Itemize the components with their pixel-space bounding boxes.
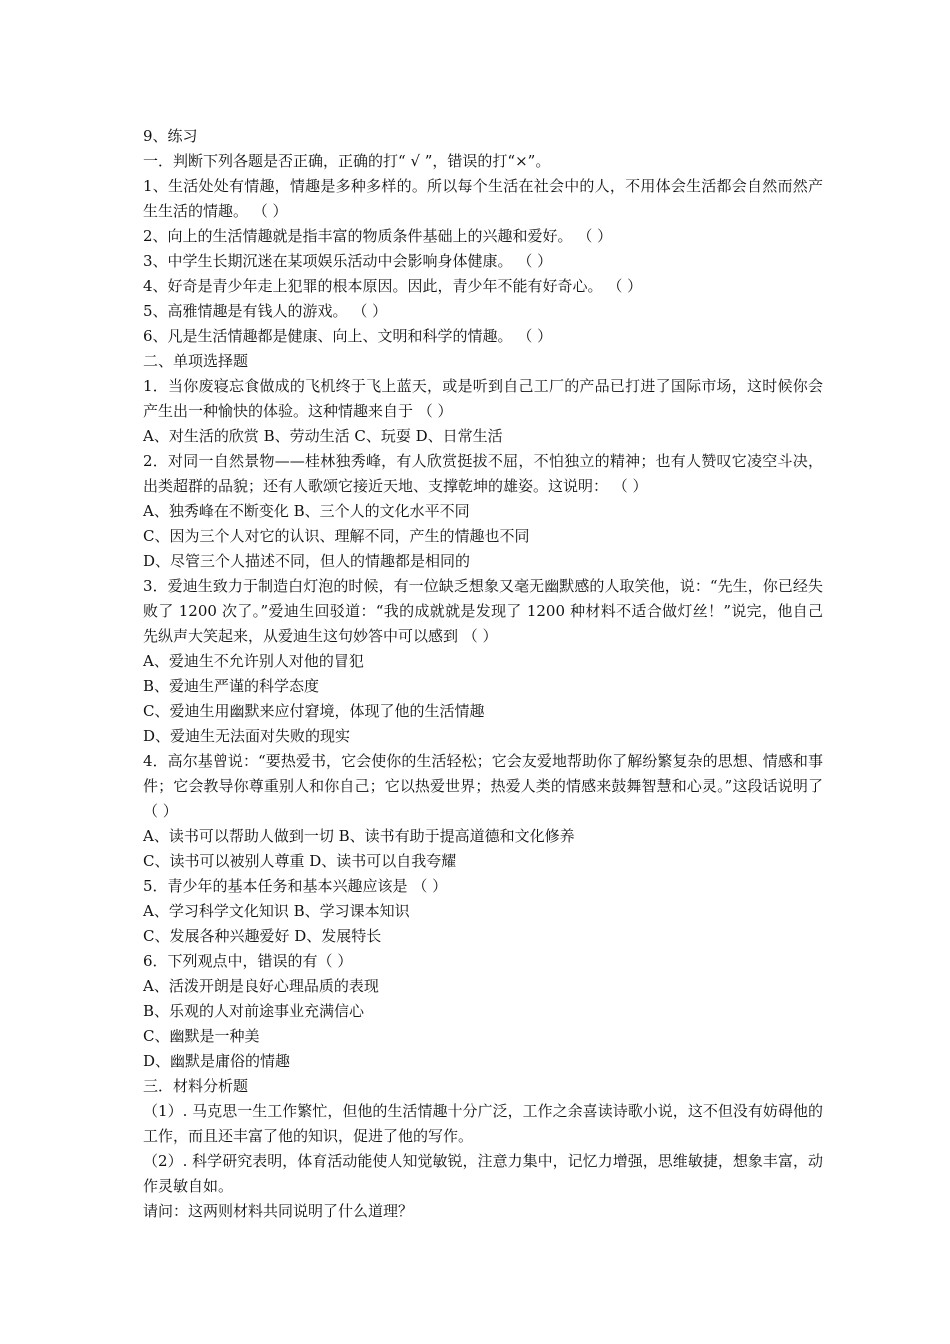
true-false-item: 4、好奇是青少年走上犯罪的根本原因。因此，青少年不能有好奇心。 （ ） xyxy=(143,277,643,295)
material-paragraph: （2）. 科学研究表明，体育活动能使人知觉敏锐，注意力集中，记忆力增强，思维敏捷，想象丰富，动作灵敏自如。 xyxy=(143,1152,823,1195)
question-option: A、学习科学文化知识 B、学习课本知识 xyxy=(143,902,410,920)
question-option: B、乐观的人对前途事业充满信心 xyxy=(143,1002,365,1020)
analysis-question: 请问：这两则材料共同说明了什么道理？ xyxy=(143,1202,414,1220)
true-false-item: 2、向上的生活情趣就是指丰富的物质条件基础上的兴趣和爱好。 （ ） xyxy=(143,227,613,245)
question-stem: 4．高尔基曾说：“要热爱书，它会使你的生活轻松；它会友爱地帮助你了解纷繁复杂的思想、情感和事件；它会教导你尊重别人和你自己；它以热爱世界；热爱人类的情感来鼓舞智慧和心灵。”这段话说明了 （ ） xyxy=(143,752,823,820)
question-option: C、爱迪生用幽默来应付窘境，体现了他的生活情趣 xyxy=(143,702,485,720)
question-stem: 1．当你废寝忘食做成的飞机终于飞上蓝天，或是听到自己工厂的产品已打进了国际市场，这时候你会产生出一种愉快的体验。这种情趣来自于 （ ） xyxy=(143,377,823,420)
question-option: D、幽默是庸俗的情趣 xyxy=(143,1052,291,1070)
question-option: A、独秀峰在不断变化 B、三个人的文化水平不同 xyxy=(143,502,470,520)
true-false-item: 6、凡是生活情趣都是健康、向上、文明和科学的情趣。 （ ） xyxy=(143,327,553,345)
true-false-item: 1、生活处处有情趣，情趣是多种多样的。所以每个生活在社会中的人，不用体会生活都会自然而然产生生活的情趣。 （ ） xyxy=(143,177,823,220)
section-heading-multiple-choice: 二、单项选择题 xyxy=(143,352,249,370)
question-option: C、发展各种兴趣爱好 D、发展特长 xyxy=(143,927,382,945)
question-option: C、幽默是一种美 xyxy=(143,1027,260,1045)
question-option: C、因为三个人对它的认识、理解不同，产生的情趣也不同 xyxy=(143,527,530,545)
question-option: B、爱迪生严谨的科学态度 xyxy=(143,677,320,695)
question-stem: 2．对同一自然景物——桂林独秀峰，有人欣赏挺拔不屈，不怕独立的精神；也有人赞叹它凌空斗决，出类超群的品貌；还有人歌颂它接近天地、支撑乾坤的雄姿。这说明： （ ） xyxy=(143,452,823,495)
section-heading-material-analysis: 三．材料分析题 xyxy=(143,1077,249,1095)
document-body xyxy=(143,124,823,1224)
section-heading-true-false: 一．判断下列各题是否正确，正确的打“ √ ”，错误的打“×”。 xyxy=(143,152,551,170)
true-false-item: 3、中学生长期沉迷在某项娱乐活动中会影响身体健康。 （ ） xyxy=(143,252,553,270)
question-option: D、爱迪生无法面对失败的现实 xyxy=(143,727,351,745)
page-title: 9、练习 xyxy=(143,127,198,145)
question-stem: 3．爱迪生致力于制造白灯泡的时候，有一位缺乏想象又毫无幽默感的人取笑他，说：“先生，你已经失败了 1200 次了。”爱迪生回驳道：“我的成就就是发现了 1200 种材料不适合做灯丝！”说完，他自己先纵声大笑起来，从爱迪生这句妙答中可以感到 （ ） xyxy=(143,577,823,645)
question-option: D、尽管三个人描述不同，但人的情趣都是相同的 xyxy=(143,552,471,570)
true-false-item: 5、高雅情趣是有钱人的游戏。 （ ） xyxy=(143,302,388,320)
material-paragraph: （1）. 马克思一生工作繁忙，但他的生活情趣十分广泛，工作之余喜读诗歌小说，这不但没有妨碍他的工作，而且还丰富了他的知识，促进了他的写作。 xyxy=(143,1102,823,1145)
question-options: A、对生活的欣赏 B、劳动生活 C、玩耍 D、日常生活 xyxy=(143,427,503,445)
question-option: C、读书可以被别人尊重 D、读书可以自我夸耀 xyxy=(143,852,457,870)
question-option: A、爱迪生不允许别人对他的冒犯 xyxy=(143,652,364,670)
question-option: A、读书可以帮助人做到一切 B、读书有助于提高道德和文化修养 xyxy=(143,827,575,845)
question-option: A、活泼开朗是良好心理品质的表现 xyxy=(143,977,379,995)
question-stem: 5．青少年的基本任务和基本兴趣应该是 （ ） xyxy=(143,877,448,895)
question-stem: 6．下列观点中，错误的有（ ） xyxy=(143,952,353,970)
